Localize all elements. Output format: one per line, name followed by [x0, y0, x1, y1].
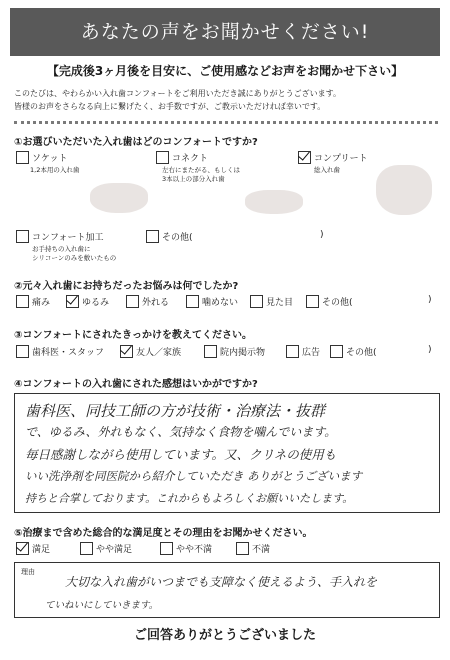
q3-friend-label: 友人／家族	[136, 348, 182, 358]
intro-line-2: 皆様のお声をさらなる向上に繋げたく、お手数ですが、ご教示いただければ幸いです。	[14, 102, 326, 111]
q3-option-dentist[interactable]	[16, 345, 104, 358]
q3-option-other[interactable]	[330, 345, 377, 358]
q3-option-poster[interactable]	[204, 345, 265, 358]
q2-loose-checkbox[interactable]	[66, 295, 79, 308]
q1-processing-note-2: シリコーンのみを敷いたもの	[32, 254, 117, 262]
survey-banner: あなたの声をお聞かせください!	[10, 8, 440, 56]
q1-complete-note: 総入れ歯	[314, 166, 340, 174]
q3-poster-checkbox[interactable]	[204, 345, 217, 358]
q3-option-ad[interactable]	[286, 345, 320, 358]
q3-poster-label: 院内掲示物	[220, 348, 266, 358]
q5-reason-label: 理由	[21, 568, 35, 576]
q3-friend-checkbox[interactable]	[120, 345, 133, 358]
q4-line-1: 歯科医、同技工師の方が技術・治療法・抜群	[25, 402, 326, 420]
q3-ad-label: 広告	[302, 348, 321, 358]
q2-option-loose[interactable]	[66, 295, 109, 308]
q2-other-label: その他(	[322, 298, 353, 308]
q1-complete-checkbox[interactable]	[298, 151, 311, 164]
q1-processing-label: コンフォート加工	[32, 233, 104, 243]
q2-pain-label: 痛み	[32, 298, 51, 308]
q1-processing-note: お手持ちの入れ歯に	[32, 245, 91, 253]
q4-title: ④コンフォートの入れ歯にされた感想はいかがですか?	[14, 379, 258, 390]
q1-other-close: )	[320, 230, 324, 240]
q2-appearance-label: 見た目	[266, 298, 294, 308]
q4-line-5: 持ちと合掌しております。これからもよろしくお願いいたします。	[25, 492, 354, 505]
q5-reason-line-2: ていねいにしていきます。	[45, 600, 159, 611]
q5-somewhat-unsatisfied-checkbox[interactable]	[160, 542, 173, 555]
survey-subtitle: 【完成後3ヶ月後を目安に、ご使用感などお声をお聞かせ下さい】	[46, 64, 404, 78]
closing-message: ご回答ありがとうございました	[133, 628, 316, 643]
q5-reason-line-1: 大切な入れ歯がいつまでも支障なく使えるよう、手入れを	[65, 575, 378, 589]
q5-unsatisfied-checkbox[interactable]	[236, 542, 249, 555]
complete-denture-image	[376, 165, 432, 215]
socket-denture-image	[90, 183, 148, 213]
q1-socket-checkbox[interactable]	[16, 151, 29, 164]
q3-ad-checkbox[interactable]	[286, 345, 299, 358]
q3-title: ③コンフォートにされたきっかけを教えてください。	[14, 330, 252, 341]
q1-connect-label: コネクト	[172, 154, 209, 164]
q1-other-label: その他(	[162, 233, 193, 243]
q3-dentist-label: 歯科医・スタッフ	[32, 348, 105, 358]
q1-connect-checkbox[interactable]	[156, 151, 169, 164]
q5-satisfied-checkbox[interactable]	[16, 542, 29, 555]
q4-line-4: いい洗浄剤を同医院から紹介していただき ありがとうございます	[25, 469, 363, 483]
intro-line-1: このたびは、やわらかい入れ歯コンフォートをご利用いただき誠にありがとうございます。	[14, 89, 341, 98]
q2-option-other[interactable]	[306, 295, 353, 308]
q2-option-cannot-chew[interactable]	[186, 295, 238, 308]
q5-option-somewhat-satisfied[interactable]	[80, 542, 132, 555]
q1-option-other[interactable]	[146, 230, 193, 243]
q5-somewhat-satisfied-checkbox[interactable]	[80, 542, 93, 555]
q5-unsatisfied-label: 不満	[252, 545, 271, 555]
q2-appearance-checkbox[interactable]	[250, 295, 263, 308]
q2-option-pain[interactable]	[16, 295, 50, 308]
q1-processing-checkbox[interactable]	[16, 230, 29, 243]
q1-option-complete[interactable]	[298, 151, 368, 164]
connect-denture-image	[245, 190, 303, 214]
q4-answer-box[interactable]	[14, 393, 440, 513]
q5-reason-box[interactable]	[14, 562, 440, 618]
q2-falls-out-checkbox[interactable]	[126, 295, 139, 308]
dotted-divider	[14, 121, 438, 124]
q3-other-checkbox[interactable]	[330, 345, 343, 358]
q2-title: ②元々入れ歯にお持ちだったお悩みは何でしたか?	[14, 281, 239, 292]
q2-other-checkbox[interactable]	[306, 295, 319, 308]
q3-other-close: )	[428, 345, 432, 355]
q2-cannot-chew-checkbox[interactable]	[186, 295, 199, 308]
q1-option-connect[interactable]	[156, 151, 208, 164]
q2-option-appearance[interactable]	[250, 295, 293, 308]
q2-falls-out-label: 外れる	[142, 298, 170, 308]
q1-socket-note: 1,2本用の入れ歯	[30, 166, 80, 174]
q2-pain-checkbox[interactable]	[16, 295, 29, 308]
q5-option-somewhat-unsatisfied[interactable]	[160, 542, 212, 555]
q1-option-socket[interactable]	[16, 151, 67, 164]
q1-socket-label: ソケット	[32, 154, 68, 164]
q1-complete-label: コンプリート	[314, 154, 368, 164]
q5-option-satisfied[interactable]	[16, 542, 50, 555]
q5-title: ⑤治療まで含めた総合的な満足度とその理由をお聞かせください。	[14, 528, 313, 539]
q5-somewhat-satisfied-label: やや満足	[96, 545, 133, 555]
q4-line-3: 毎日感謝しながら使用しています。又、クリネの使用も	[25, 447, 337, 462]
q3-dentist-checkbox[interactable]	[16, 345, 29, 358]
q3-option-friend[interactable]	[120, 345, 181, 358]
q1-connect-note-2: 3本以上の部分入れ歯	[162, 175, 225, 183]
q2-option-falls-out[interactable]	[126, 295, 169, 308]
q3-other-label: その他(	[346, 348, 377, 358]
q1-title: ①お選びいただいた入れ歯はどのコンフォートですか?	[14, 137, 258, 148]
q1-other-checkbox[interactable]	[146, 230, 159, 243]
q1-option-processing[interactable]	[16, 230, 104, 243]
q5-somewhat-unsatisfied-label: やや不満	[176, 545, 213, 555]
q1-connect-note: 左右にまたがる、もしくは	[162, 166, 240, 174]
q2-loose-label: ゆるみ	[82, 298, 110, 308]
q2-other-close: )	[428, 295, 432, 305]
q5-option-unsatisfied[interactable]	[236, 542, 270, 555]
q4-line-2: で、ゆるみ、外れもなく、気持なく食物を噛んでいます。	[25, 425, 337, 439]
q2-cannot-chew-label: 噛めない	[202, 298, 239, 308]
q5-satisfied-label: 満足	[32, 545, 51, 555]
